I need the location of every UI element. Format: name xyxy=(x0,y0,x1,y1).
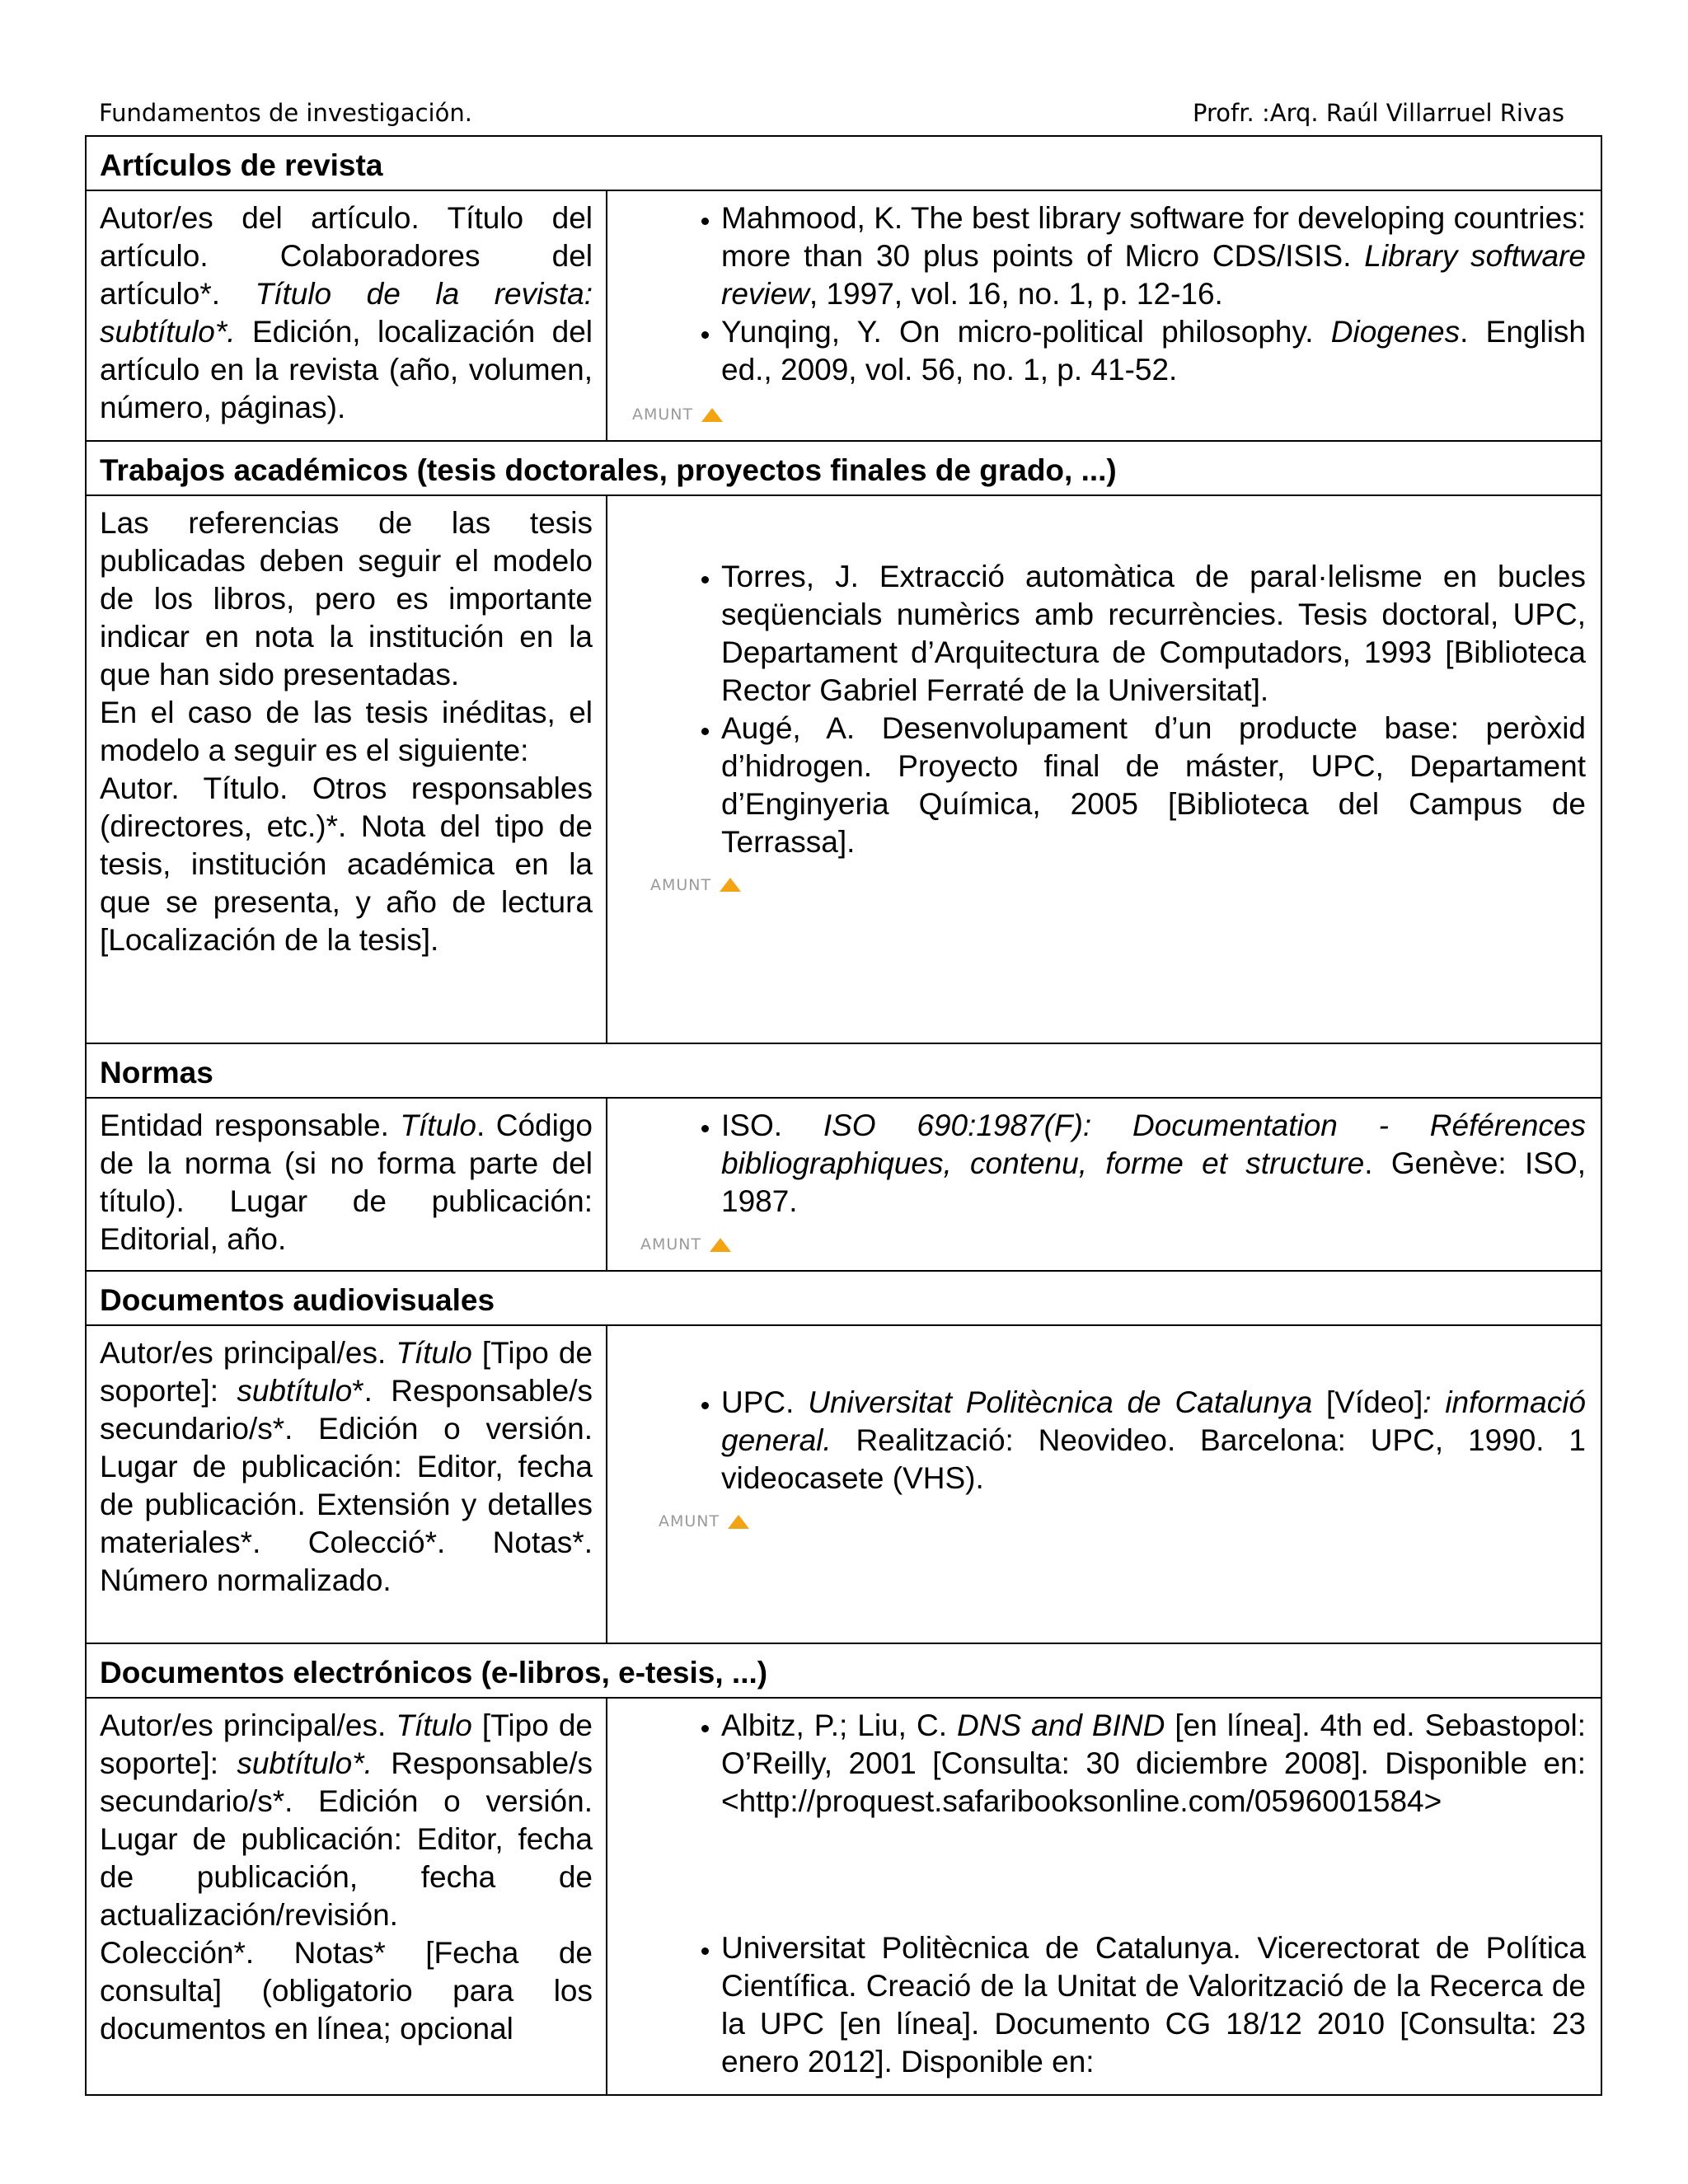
text-run: Albitz, P.; Liu, C. xyxy=(721,1708,958,1742)
italic-text: Universitat Politècnica de Catalunya xyxy=(808,1385,1313,1419)
italic-text: Diogenes xyxy=(1330,315,1461,349)
back-to-top-link[interactable] xyxy=(659,1502,1586,1540)
text-run: Augé, A. Desenvolupament d’un producte base: peròxid d’hidrogen. Proyecto final de máster, UPC, Departament d’Enginyeria Química, 2005 [Biblioteca del Campus de Terrassa]. xyxy=(721,710,1586,859)
example-list xyxy=(607,199,1586,389)
reference-example xyxy=(721,558,1586,710)
format-description xyxy=(86,495,607,1043)
section-body-row xyxy=(86,495,1601,1043)
section-title: Documentos audiovisuales xyxy=(86,1271,1601,1325)
text-run: Autor. Título. Otros responsables (directores, etc.)*. Nota del tipo de tesis, institución académica en la que se presenta, y año de lectura [Localización de la tesis]. xyxy=(100,771,593,957)
italic-text: DNS and BIND xyxy=(957,1708,1165,1742)
text-run: Torres, J. Extracció automàtica de paral·lelisme en bucles seqüencials numèrics amb recurrències. Tesis doctoral, UPC, Departament d’Arquitectura de Computadors, 1993 [Biblioteca Rector Gabriel Ferraté de la Universitat]. xyxy=(721,559,1586,707)
reference-example xyxy=(721,710,1586,861)
text-run: En el caso de las tesis inéditas, el modelo a seguir es el siguiente: xyxy=(100,696,593,767)
italic-text: Título xyxy=(396,1708,472,1742)
examples-cell xyxy=(607,495,1601,1043)
section-title: Artículos de revista xyxy=(86,136,1601,190)
reference-example xyxy=(721,1384,1586,1497)
text-run: Yunqing, Y. On micro-political philosophy. xyxy=(721,315,1331,349)
italic-text: ISO 690:1987(F): Documentation - Références bibliographiques, contenu, forme et structure xyxy=(721,1108,1586,1180)
text-run: . English ed., 2009, vol. 56, no. 1, p. 41-52. xyxy=(721,315,1586,387)
text-run: [Tipo de soporte]: xyxy=(100,1708,593,1780)
section-title: Documentos electrónicos (e-libros, e-tesis, ...) xyxy=(86,1643,1601,1698)
text-run: *. Responsable/s secundario/s*. Edición o versión. Lugar de publicación: Editor, fecha de publicación. Extensión y detalles materiales*. Colecció*. Notas*. Número normalizado. xyxy=(100,1374,593,1597)
example-list xyxy=(607,558,1586,861)
back-to-top-label: AMUNT xyxy=(632,405,694,424)
course-title: Fundamentos de investigación. xyxy=(99,99,472,127)
back-to-top-label: AMUNT xyxy=(659,1512,720,1530)
reference-example xyxy=(721,1107,1586,1221)
section-header-row xyxy=(86,136,1601,190)
professor-name: Profr. :Arq. Raúl Villarruel Rivas xyxy=(1193,99,1564,127)
text-run: [en línea]. 4th ed. Sebastopol: O’Reilly, 2001 [Consulta: 30 diciembre 2008]. Disponible en: <http://proquest.safaribooksonline.com/0596001584> xyxy=(721,1708,1587,1818)
text-run: Colección*. Notas* [Fecha de consulta] (obligatorio para los documentos en línea; opcional xyxy=(100,1936,593,2046)
italic-text: Título de la revista: subtítulo*. xyxy=(100,277,593,349)
text-run: Entidad responsable. xyxy=(100,1108,401,1142)
text-run: [Vídeo] xyxy=(1312,1385,1423,1419)
back-to-top-link[interactable] xyxy=(640,1226,1586,1263)
section-header-row xyxy=(86,441,1601,495)
up-arrow-icon xyxy=(710,1238,731,1252)
section-body-row xyxy=(86,1325,1601,1643)
back-to-top-link[interactable] xyxy=(632,396,1586,434)
back-to-top-link[interactable] xyxy=(650,866,1586,904)
section-title: Normas xyxy=(86,1043,1601,1098)
examples-cell xyxy=(607,1698,1601,2095)
text-run: Autor/es principal/es. xyxy=(100,1708,396,1742)
format-description xyxy=(86,1698,607,2095)
section-header-row xyxy=(86,1643,1601,1698)
italic-text: subtítulo xyxy=(237,1374,353,1408)
italic-text: Título xyxy=(396,1336,472,1370)
section-body-row xyxy=(86,1098,1601,1271)
text-run: , 1997, vol. 16, no. 1, p. 12-16. xyxy=(809,277,1223,311)
section-title: Trabajos académicos (tesis doctorales, proyectos finales de grado, ...) xyxy=(86,441,1601,495)
text-run: Las referencias de las tesis publicadas deben seguir el modelo de los libros, pero es importante indicar en nota la institución en la que han sido presentadas. xyxy=(100,506,593,691)
text-run: Autor/es del artículo. Título del artículo. Colaboradores del artículo*. xyxy=(100,201,593,311)
section-header-row xyxy=(86,1043,1601,1098)
italic-text: Library software review xyxy=(721,239,1586,311)
text-run: Universitat Politècnica de Catalunya. Vicerectorat de Política Científica. Creació de la Unitat de Valorització de la Recerca de la UPC [en línea]. Documento CG 18/12 2010 [Consulta: 23 enero 2012]. Disponible en: xyxy=(721,1931,1586,2079)
text-run: Mahmood, K. The best library software for developing countries: more than 30 plus points of Micro CDS/ISIS. xyxy=(721,201,1586,273)
format-description xyxy=(86,1325,607,1643)
section-body-row xyxy=(86,190,1601,441)
italic-text: subtítulo*. xyxy=(237,1746,373,1780)
format-description xyxy=(86,190,607,441)
text-run: UPC. xyxy=(721,1385,809,1419)
example-list xyxy=(607,1707,1586,2081)
italic-text: Título xyxy=(400,1108,476,1142)
back-to-top-label: AMUNT xyxy=(650,875,712,894)
example-list xyxy=(607,1107,1586,1221)
text-run: Autor/es principal/es. xyxy=(100,1336,396,1370)
up-arrow-icon xyxy=(720,878,741,892)
text-run: ISO. xyxy=(721,1108,823,1142)
references-table xyxy=(85,135,1602,2096)
text-run: . Genève: ISO, 1987. xyxy=(721,1146,1586,1218)
italic-text: : informació general. xyxy=(721,1385,1587,1457)
reference-example xyxy=(721,199,1586,313)
text-run: Responsable/s secundario/s*. Edición o versión. Lugar de publicación: Editor, fecha de publicación, fecha de actualización/revisión. xyxy=(100,1746,593,1932)
section-body-row xyxy=(86,1698,1601,2095)
text-run: . Código de la norma (si no forma parte del título). Lugar de publicación: Editorial, año. xyxy=(100,1108,593,1256)
examples-cell xyxy=(607,190,1601,441)
examples-cell xyxy=(607,1325,1601,1643)
text-run: Realització: Neovideo. Barcelona: UPC, 1990. 1 videocasete (VHS). xyxy=(721,1423,1586,1495)
examples-cell xyxy=(607,1098,1601,1271)
back-to-top-label: AMUNT xyxy=(640,1235,702,1254)
section-header-row xyxy=(86,1271,1601,1325)
example-list xyxy=(607,1384,1586,1497)
reference-example xyxy=(721,313,1586,389)
text-run: Edición, localización del artículo en la revista (año, volumen, número, páginas). xyxy=(100,315,593,424)
reference-example xyxy=(721,1929,1586,2081)
page-header xyxy=(99,99,1564,132)
up-arrow-icon xyxy=(728,1515,749,1529)
reference-example xyxy=(721,1707,1586,1821)
format-description xyxy=(86,1098,607,1271)
text-run: [Tipo de soporte]: xyxy=(100,1336,593,1408)
up-arrow-icon xyxy=(701,408,723,422)
